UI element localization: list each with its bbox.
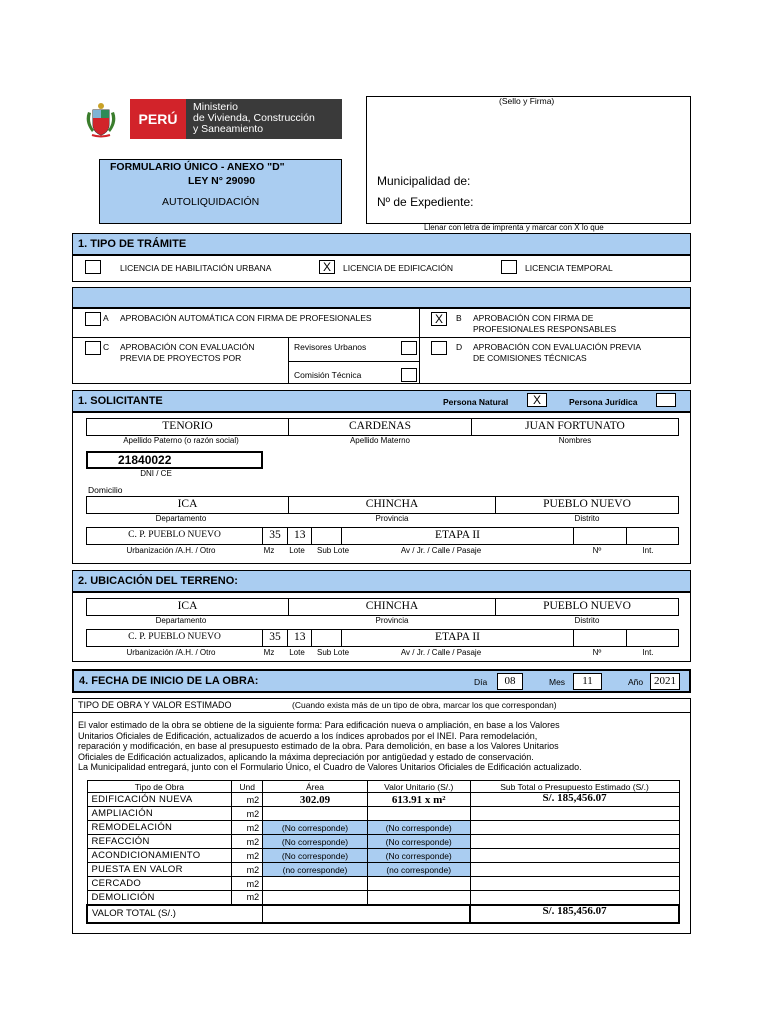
cell-und: m2 — [232, 821, 263, 835]
cell-subtotal[interactable] — [470, 863, 679, 877]
caption-lote: Lote — [289, 648, 305, 657]
label-modalidad-b-2: PROFESIONALES RESPONSABLES — [473, 324, 617, 334]
table-row — [87, 821, 679, 835]
field-interior[interactable] — [626, 527, 679, 545]
section-title: 4. FECHA DE INICIO DE LA OBRA: — [79, 675, 259, 687]
cell-subtotal[interactable] — [470, 835, 679, 849]
caption-apellido-paterno: Apellido Paterno (o razón social) — [123, 436, 239, 445]
label-modalidad-a: APROBACIÓN AUTOMÁTICA CON FIRMA DE PROFESIONALES — [120, 313, 372, 323]
field-lote[interactable]: 13 — [287, 527, 312, 545]
expediente-label[interactable]: Nº de Expediente: — [377, 195, 474, 209]
obra-title: TIPO DE OBRA Y VALOR ESTIMADO — [78, 700, 232, 710]
cell-area[interactable]: (No corresponde) — [263, 821, 368, 835]
table-row — [87, 877, 679, 891]
caption-numero: Nº — [592, 648, 602, 657]
total-label: VALOR TOTAL (S/.) — [87, 905, 263, 923]
field-urbanizacion[interactable]: C. P. PUEBLO NUEVO — [86, 527, 263, 545]
checkbox-temporal[interactable] — [501, 260, 517, 274]
field-anio[interactable]: 2021 — [650, 673, 680, 690]
revisores-divider-h — [288, 361, 419, 362]
table-row — [87, 863, 679, 877]
checkbox-comision[interactable] — [401, 368, 417, 382]
cell-valor[interactable]: (No corresponde) — [367, 835, 470, 849]
cell-tipo: EDIFICACIÓN NUEVA — [87, 793, 232, 807]
section-modalidad — [72, 287, 691, 308]
sello-box — [366, 96, 691, 224]
caption-apellido-materno: Apellido Materno — [349, 436, 411, 445]
checkbox-revisores[interactable] — [401, 341, 417, 355]
label-dia: Día — [474, 677, 488, 687]
field-provincia[interactable]: CHINCHA — [288, 496, 496, 514]
field-dni[interactable]: 21840022 — [86, 451, 263, 469]
field-apellido-materno[interactable]: CARDENAS — [288, 418, 472, 436]
caption-via: Av / Jr. / Calle / Pasaje — [400, 648, 482, 657]
label-temporal: LICENCIA TEMPORAL — [525, 263, 613, 273]
header-subtotal: Sub Total o Presupuesto Estimado (S/.) — [470, 781, 679, 793]
header-tipo: Tipo de Obra — [87, 781, 232, 793]
table-row — [87, 891, 679, 905]
caption-interior: Int. — [642, 648, 654, 657]
cell-valor[interactable]: (No corresponde) — [367, 849, 470, 863]
label-comision: Comisión Técnica — [294, 370, 362, 380]
label-domicilio: Domicilio — [88, 485, 123, 495]
field-nombres[interactable]: JUAN FORTUNATO — [471, 418, 679, 436]
label-revisores: Revisores Urbanos — [294, 342, 367, 352]
checkbox-persona-juridica[interactable] — [656, 393, 676, 407]
field-distrito[interactable]: PUEBLO NUEVO — [495, 496, 679, 514]
ministry-name: Ministerio de Vivienda, Construcción y Saneamiento — [186, 99, 342, 139]
caption-urbanizacion: Urbanización /A.H. / Otro — [126, 648, 216, 657]
cell-subtotal[interactable] — [470, 849, 679, 863]
label-habilitacion: LICENCIA DE HABILITACIÓN URBANA — [120, 263, 272, 273]
caption-provincia: Provincia — [375, 616, 409, 625]
caption-lote: Lote — [289, 546, 305, 555]
field-dia[interactable]: 08 — [497, 673, 523, 690]
caption-distrito: Distrito — [574, 514, 600, 523]
caption-departamento: Departamento — [155, 514, 207, 523]
label-modalidad-c-2: PREVIA DE PROYECTOS POR — [120, 353, 242, 363]
cell-valor[interactable] — [367, 891, 470, 905]
ubic-sublote[interactable] — [311, 629, 342, 647]
label-edificacion: LICENCIA DE EDIFICACIÓN — [343, 263, 454, 273]
ubic-urbanizacion[interactable]: C. P. PUEBLO NUEVO — [86, 629, 263, 647]
table-row — [87, 807, 679, 821]
checkbox-modalidad-a[interactable] — [85, 312, 101, 326]
ubic-numero[interactable] — [573, 629, 627, 647]
cell-subtotal[interactable] — [470, 877, 679, 891]
caption-interior: Int. — [642, 546, 654, 555]
obra-paragraph: El valor estimado de la obra se obtiene de la siguiente forma: Para edificación nueva o ampliación, en base a los Valores Unitarios Oficiales de Edificación, actualizados de acuerdo a los índices aprobados por el INEI. Para remodelación, reparación y modificación, en base al presupuesto estimado de la obra. Para demolición, en base a los Valores Unitarios Oficiales de Edificación actualizados, aplicando la máxima depreciación por antigüedad y estado de conservación. La Municipalidad entregará, junto con el Formulario Único, el Cuadro de Valores Unitarios Oficiales de Edificación actualizado. — [78, 720, 582, 772]
modalidad-divider-h — [72, 337, 691, 338]
ubic-mz[interactable]: 35 — [262, 629, 288, 647]
municipalidad-label[interactable]: Municipalidad de: — [377, 174, 471, 188]
label-persona-natural: Persona Natural — [443, 397, 509, 407]
section-title: 2. UBICACIÓN DEL TERRENO: — [78, 575, 238, 587]
form-law: LEY N° 29090 — [188, 175, 256, 187]
caption-sublote: Sub Lote — [316, 648, 350, 657]
caption-mz: Mz — [263, 648, 275, 657]
header-valor: Valor Unitario (S/.) — [367, 781, 470, 793]
obra-table — [86, 780, 680, 924]
sello-label: (Sello y Firma) — [499, 96, 555, 106]
field-numero[interactable] — [573, 527, 627, 545]
checkbox-edificacion[interactable]: X — [319, 260, 335, 274]
cell-area[interactable]: 302.09 — [263, 793, 368, 807]
header-und: Und — [232, 781, 263, 793]
letter-a: A — [103, 313, 109, 323]
cell-valor[interactable]: 613.91 x m² — [367, 793, 470, 807]
caption-urbanizacion: Urbanización /A.H. / Otro — [126, 546, 216, 555]
table-row — [87, 835, 679, 849]
form-title-box — [99, 159, 342, 224]
ubic-interior[interactable] — [626, 629, 679, 647]
field-departamento[interactable]: ICA — [86, 496, 289, 514]
cell-tipo: REMODELACIÓN — [87, 821, 232, 835]
checkbox-modalidad-c[interactable] — [85, 341, 101, 355]
letter-b: B — [456, 313, 462, 323]
form-title: FORMULARIO ÚNICO - ANEXO "D" — [110, 161, 285, 173]
letter-c: C — [103, 342, 110, 352]
section-title: 1. SOLICITANTE — [78, 395, 163, 407]
caption-dni: DNI / CE — [140, 469, 172, 478]
caption-numero: Nº — [592, 546, 602, 555]
table-row — [87, 793, 679, 807]
cell-und: m2 — [232, 877, 263, 891]
checkbox-modalidad-d[interactable] — [431, 341, 447, 355]
field-via[interactable]: ETAPA II — [341, 527, 574, 545]
peru-logo — [130, 99, 342, 139]
cell-area[interactable]: (No corresponde) — [263, 835, 368, 849]
cell-tipo: PUESTA EN VALOR — [87, 863, 232, 877]
cell-und: m2 — [232, 863, 263, 877]
label-modalidad-c-1: APROBACIÓN CON EVALUACIÓN — [120, 342, 255, 352]
table-header — [87, 781, 679, 793]
cell-area[interactable]: (No corresponde) — [263, 849, 368, 863]
letter-d: D — [456, 342, 463, 352]
cell-valor[interactable]: (no corresponde) — [367, 863, 470, 877]
instruction-text: Llenar con letra de imprenta y marcar con X lo que — [424, 223, 604, 232]
ubic-distrito[interactable]: PUEBLO NUEVO — [495, 598, 679, 616]
label-modalidad-d-1: APROBACIÓN CON EVALUACIÓN PREVIA — [473, 342, 641, 352]
cell-und: m2 — [232, 793, 263, 807]
section-title: 1. TIPO DE TRÁMITE — [78, 238, 187, 250]
cell-subtotal[interactable] — [470, 821, 679, 835]
cell-und: m2 — [232, 807, 263, 821]
peru-logo-text: PERÚ — [130, 99, 186, 139]
section-tipo-tramite — [72, 233, 691, 255]
label-anio: Año — [628, 677, 644, 687]
checkbox-habilitacion[interactable] — [85, 260, 101, 274]
form-subtitle: AUTOLIQUIDACIÓN — [162, 196, 260, 208]
modalidad-divider-v — [419, 308, 420, 384]
cell-valor[interactable] — [367, 807, 470, 821]
field-sublote[interactable] — [311, 527, 342, 545]
section-ubicacion — [72, 570, 691, 592]
cell-valor[interactable]: (No corresponde) — [367, 821, 470, 835]
cell-tipo: REFACCIÓN — [87, 835, 232, 849]
coat-of-arms-icon — [84, 102, 118, 138]
checkbox-modalidad-b[interactable]: X — [431, 312, 447, 326]
cell-tipo: CERCADO — [87, 877, 232, 891]
label-persona-juridica: Persona Jurídica — [569, 397, 638, 407]
cell-und: m2 — [232, 835, 263, 849]
cell-subtotal[interactable]: S/. 185,456.07 — [470, 793, 679, 807]
caption-mz: Mz — [263, 546, 275, 555]
cell-area[interactable] — [263, 807, 368, 821]
field-apellido-paterno[interactable]: TENORIO — [86, 418, 289, 436]
field-mes[interactable]: 11 — [573, 673, 602, 690]
total-value[interactable]: S/. 185,456.07 — [470, 905, 679, 923]
checkbox-persona-natural[interactable]: X — [527, 393, 547, 407]
cell-und: m2 — [232, 849, 263, 863]
table-row — [87, 849, 679, 863]
cell-valor[interactable] — [367, 877, 470, 891]
label-modalidad-d-2: DE COMISIONES TÉCNICAS — [473, 353, 587, 363]
label-modalidad-b-1: APROBACIÓN CON FIRMA DE — [473, 313, 594, 323]
caption-nombres: Nombres — [558, 436, 592, 445]
ubic-lote[interactable]: 13 — [287, 629, 312, 647]
caption-via: Av / Jr. / Calle / Pasaje — [400, 546, 482, 555]
cell-tipo: ACONDICIONAMIENTO — [87, 849, 232, 863]
cell-subtotal[interactable] — [470, 891, 679, 905]
total-spacer — [263, 905, 470, 923]
cell-area[interactable] — [263, 891, 368, 905]
cell-area[interactable]: (no corresponde) — [263, 863, 368, 877]
caption-sublote: Sub Lote — [316, 546, 350, 555]
cell-subtotal[interactable] — [470, 807, 679, 821]
ubic-departamento[interactable]: ICA — [86, 598, 289, 616]
label-mes: Mes — [549, 677, 566, 687]
caption-provincia: Provincia — [375, 514, 409, 523]
caption-departamento: Departamento — [155, 616, 207, 625]
obra-title-divider — [72, 712, 691, 713]
cell-und: m2 — [232, 891, 263, 905]
obra-note: (Cuando exista más de un tipo de obra, marcar los que correspondan) — [292, 700, 557, 710]
header-area: Área — [263, 781, 368, 793]
cell-tipo: AMPLIACIÓN — [87, 807, 232, 821]
ubic-via[interactable]: ETAPA II — [341, 629, 574, 647]
caption-distrito: Distrito — [574, 616, 600, 625]
cell-area[interactable] — [263, 877, 368, 891]
cell-tipo: DEMOLICIÓN — [87, 891, 232, 905]
ubic-provincia[interactable]: CHINCHA — [288, 598, 496, 616]
total-row — [87, 905, 679, 923]
field-mz[interactable]: 35 — [262, 527, 288, 545]
